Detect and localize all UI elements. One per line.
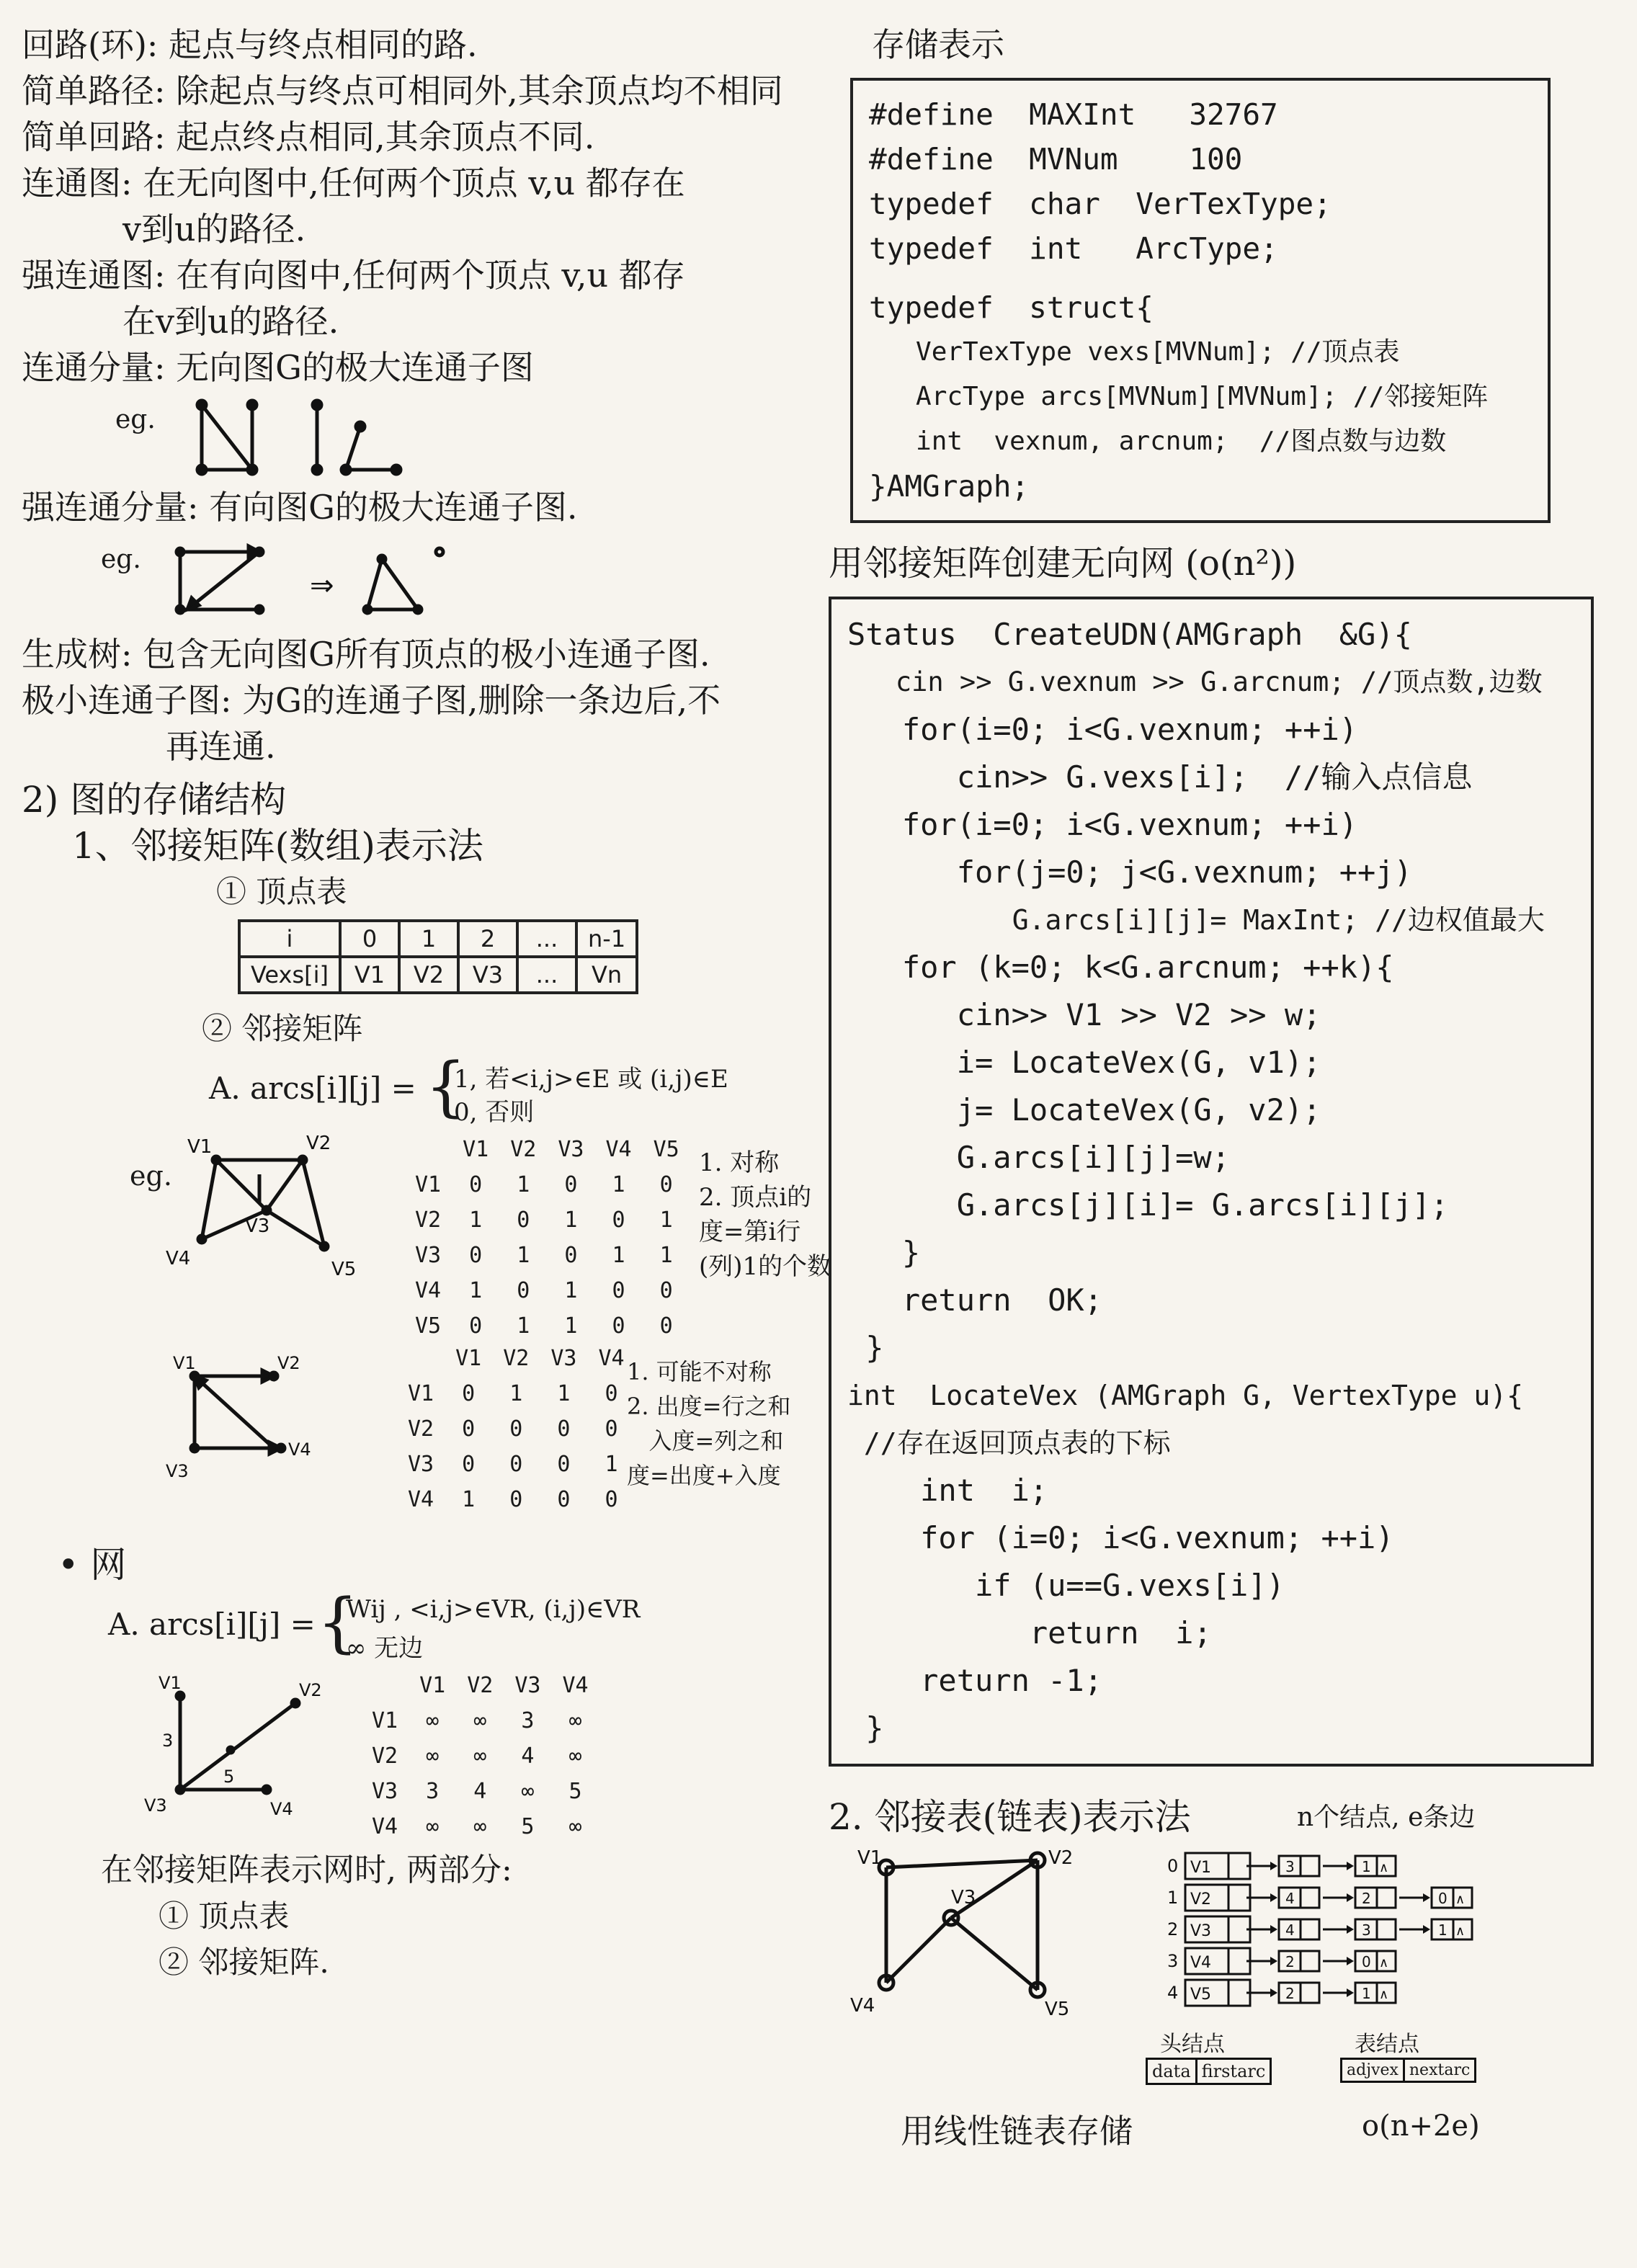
list-node-value: 2 [1362, 1890, 1371, 1907]
matrix-1-notes: 1. 对称 2. 顶点i的 度=第i行 (列)1的个数 [699, 1148, 832, 1281]
item-vertex-table: ① 顶点表 [216, 874, 347, 909]
matrix-cell: 0 [517, 1207, 530, 1233]
matrix-cell: 0 [469, 1313, 483, 1339]
list-node-next [1301, 1919, 1319, 1939]
code-line: VerTexType vexs[MVNum]; //顶点表 [869, 337, 1400, 367]
matrix-example-1 [22, 1131, 832, 1340]
matrix-header-cell: V4 [562, 1673, 589, 1698]
matrix-cell: 0 [462, 1416, 476, 1442]
code-line: } [847, 1330, 884, 1365]
list-node-value: 2 [1285, 1985, 1295, 2002]
list-node-next [1301, 1888, 1319, 1908]
g1-label: V5 [331, 1259, 357, 1280]
list-arrow-icon [1270, 1862, 1277, 1870]
code-line [869, 271, 1532, 285]
matrix-row-label: V5 [415, 1313, 442, 1339]
arcs-def-left: A. arcs[i][j] = [209, 1071, 416, 1106]
g4-label: V1 [857, 1847, 883, 1869]
matrix-cell: 4 [521, 1744, 535, 1769]
matrix-header-cell: V2 [467, 1673, 494, 1698]
def-min-connected: 极小连通子图: 为G的连通子图,删除一条边后,不 [22, 681, 721, 720]
matrix-row-label: V1 [408, 1381, 434, 1406]
matrix-header-cell: V5 [653, 1137, 679, 1162]
matrix-cell: 1 [462, 1487, 476, 1512]
list-node-value: 4 [1285, 1921, 1295, 1939]
list-arrow-icon [1270, 1988, 1277, 1997]
def-component: 连通分量: 无向图G的极大连通子图 [22, 348, 534, 387]
list-head-vertex: V2 [1190, 1890, 1212, 1908]
matrix-cell: 0 [469, 1243, 483, 1268]
brace-icon: { [425, 1049, 467, 1125]
list-index: 0 [1167, 1856, 1179, 1876]
list-node-next [1301, 1983, 1319, 2003]
vertex-table [238, 919, 638, 994]
matrix-cell: 0 [605, 1416, 618, 1442]
matrix-cell: ∞ [521, 1779, 535, 1804]
matrix-cell: 1 [612, 1243, 625, 1268]
def-min-connected-cont: 再连通. [166, 727, 276, 766]
code-line: return -1; [847, 1663, 1103, 1698]
def-strong-component: 强连通分量: 有向图G的极大连通子图. [22, 488, 578, 527]
def-strong-connected: 强连通图: 在有向图中,任何两个顶点 v,u 都存 [22, 256, 685, 295]
matrix-cell: 1 [605, 1452, 618, 1477]
matrix-header [398, 1341, 635, 1375]
matrix-row [405, 1238, 690, 1272]
matrix-cell: 0 [557, 1416, 571, 1442]
matrix-2-notes: 1. 可能不对称 2. 出度=行之和 入度=列之和 度=出度+入度 [627, 1358, 791, 1489]
list-index: 1 [1167, 1888, 1179, 1908]
matrix-row-label: V3 [415, 1243, 442, 1268]
vt-cell: 2 [458, 921, 517, 957]
vt-cell: n-1 [576, 921, 637, 957]
matrix-cell: ∞ [426, 1744, 440, 1769]
code-line: G.arcs[i][j]=w; [847, 1140, 1231, 1175]
g2-label: V3 [166, 1461, 189, 1481]
g1-label: V3 [245, 1215, 270, 1237]
vertex-table-row-index [239, 921, 637, 957]
matrix-cell: ∞ [568, 1708, 582, 1733]
right-column [829, 22, 1621, 2163]
list-node-next [1301, 1856, 1319, 1876]
matrix-row-label: V2 [415, 1207, 442, 1233]
matrix-cell: ∞ [473, 1708, 487, 1733]
vt-cell: ... [517, 957, 576, 993]
list-index: 2 [1167, 1919, 1179, 1939]
list-node-value: 3 [1285, 1858, 1295, 1875]
matrix-example-2 [22, 1340, 821, 1535]
list-node-value: 0 [1362, 1953, 1371, 1970]
storage-code-box [850, 78, 1551, 523]
matrix-header-cell: V4 [605, 1137, 632, 1162]
storage-title: 存储表示 [872, 25, 1004, 64]
code-line: if (u==G.vexs[i]) [847, 1568, 1285, 1603]
g2-label: V4 [288, 1439, 311, 1460]
edge-field: nextarc [1409, 2061, 1471, 2079]
net-def-case1: Wij , <i,j>∈VR, (i,j)∈VR [346, 1595, 641, 1624]
code-line: ArcType arcs[MVNum][MVNum]; //邻接矩阵 [869, 382, 1489, 411]
arcs-definition [22, 1049, 821, 1131]
matrix-cell: 0 [612, 1278, 625, 1303]
matrix-row-label: V4 [415, 1278, 442, 1303]
create-udn-title: 用邻接矩阵创建无向网 (o(n²)) [829, 543, 1297, 584]
list-arrow-icon [1270, 1957, 1277, 1965]
g3-weight: 3 [162, 1731, 174, 1751]
matrix-row-label: V2 [372, 1744, 398, 1769]
matrix-cell: 4 [473, 1779, 487, 1804]
eg-label: eg. [115, 405, 156, 434]
list-arrow-icon [1347, 1893, 1354, 1902]
matrix-cell: 1 [564, 1278, 578, 1303]
adjlist-footer [829, 2105, 1621, 2163]
implies-arrow: ⇒ [310, 569, 334, 602]
brace-icon: { [317, 1585, 359, 1661]
eg-label-2: eg. [101, 545, 141, 574]
head-field: data [1148, 2060, 1197, 2083]
vt-cell: ... [517, 921, 576, 957]
matrix-cell: ∞ [426, 1708, 440, 1733]
g2-label: V2 [277, 1353, 300, 1373]
matrix-cell: 0 [564, 1243, 578, 1268]
g1-label: V2 [306, 1133, 331, 1154]
list-arrow-icon [1423, 1925, 1430, 1934]
matrix-header-cell: V3 [558, 1137, 584, 1162]
g3-label: V2 [299, 1680, 322, 1700]
matrix-cell: ∞ [426, 1814, 440, 1839]
matrix-row [362, 1739, 599, 1773]
matrix-row-label: V1 [372, 1708, 398, 1733]
list-node-value: 2 [1285, 1953, 1295, 1970]
matrix-cell: 0 [462, 1452, 476, 1477]
matrix-header-cell: V2 [503, 1346, 530, 1371]
vt-cell: i [239, 921, 340, 957]
item-adj-matrix: ② 邻接矩阵 [202, 1011, 363, 1046]
list-null-icon: ∧ [1379, 1860, 1389, 1875]
matrix-cell: 0 [517, 1278, 530, 1303]
code-line: } [847, 1710, 884, 1746]
subsection-adj-matrix: 1、邻接矩阵(数组)表示法 [72, 825, 483, 867]
adjlist-complexity: o(n+2e) [1362, 2109, 1480, 2143]
matrix-cell: ∞ [473, 1744, 487, 1769]
g3-label: V3 [144, 1795, 167, 1816]
matrix-row [362, 1810, 599, 1844]
vt-cell: Vexs[i] [239, 957, 340, 993]
network-title: • 网 [58, 1544, 127, 1586]
undirected-graph-4 [843, 1846, 1088, 2019]
arcs-def-case1: 1, 若<i,j>∈E 或 (i,j)∈E [454, 1065, 728, 1094]
matrix-row-label: V4 [408, 1487, 434, 1512]
code-line: return i; [847, 1615, 1212, 1651]
list-node-next [1377, 1888, 1396, 1908]
matrix-cell: 1 [564, 1313, 578, 1339]
matrix-row-label: V4 [372, 1814, 398, 1839]
matrix-cell: 1 [659, 1207, 673, 1233]
vertex-table-row-vexs [239, 957, 637, 993]
matrix-row [398, 1412, 635, 1446]
code-line: G.arcs[j][i]= G.arcs[i][j]; [847, 1187, 1449, 1223]
network-example [22, 1667, 821, 1847]
code-line: G.arcs[i][j]= MaxInt; //边权值最大 [847, 904, 1545, 936]
vt-cell: 0 [340, 921, 399, 957]
head-field: firstarc [1201, 2061, 1266, 2081]
list-head-vertex: V1 [1190, 1859, 1212, 1877]
matrix-cell: 0 [659, 1172, 673, 1197]
g4-label: V3 [951, 1887, 976, 1908]
code-line: #define MVNum 100 [869, 142, 1243, 177]
weighted-matrix [360, 1667, 600, 1845]
matrix-cell: 5 [568, 1779, 582, 1804]
code-line: for (i=0; i<G.vexnum; ++i) [847, 1520, 1394, 1555]
matrix-row-label: V3 [408, 1452, 434, 1477]
list-arrow-icon [1347, 1925, 1354, 1934]
list-head-vertex: V3 [1190, 1922, 1212, 1940]
g4-label: V4 [850, 1995, 875, 2017]
code-line: typedef char VerTexType; [869, 187, 1332, 221]
matrix-cell: 0 [462, 1381, 476, 1406]
list-arrow-icon [1347, 1862, 1354, 1870]
matrix-cell: 0 [612, 1313, 625, 1339]
list-node-value: 1 [1362, 1858, 1371, 1875]
matrix-cell: 1 [517, 1172, 530, 1197]
code-line: typedef struct{ [869, 290, 1154, 325]
matrix-cell: 0 [659, 1278, 673, 1303]
eg-label-3: eg. [130, 1160, 172, 1192]
matrix-cell: 1 [564, 1207, 578, 1233]
code-line: //存在返回顶点表的下标 [847, 1427, 1171, 1459]
list-null-icon: ∧ [1455, 1892, 1466, 1907]
matrix-cell: 3 [426, 1779, 440, 1804]
matrix-row [398, 1483, 635, 1517]
matrix-cell: 1 [517, 1243, 530, 1268]
matrix-cell: 0 [659, 1313, 673, 1339]
matrix-cell: ∞ [473, 1814, 487, 1839]
g4-label: V2 [1048, 1847, 1074, 1869]
g4-label: V5 [1045, 1999, 1070, 2019]
matrix-row [398, 1447, 635, 1481]
code-line: int LocateVex (AMGraph G, VertexType u){ [847, 1380, 1523, 1411]
list-arrow-icon [1423, 1893, 1430, 1902]
matrix-cell: 0 [557, 1487, 571, 1512]
list-head-vertex: V4 [1190, 1954, 1212, 1972]
vt-cell: V3 [458, 957, 517, 993]
code-line: #define MAXInt 32767 [869, 97, 1278, 132]
list-arrow-icon [1270, 1893, 1277, 1902]
list-index: 4 [1167, 1983, 1179, 2003]
code-line: int i; [847, 1473, 1048, 1508]
component-example [22, 390, 821, 484]
def-simple-cycle: 简单回路: 起点终点相同,其余顶点不同. [22, 117, 595, 156]
list-arrow-icon [1347, 1957, 1354, 1965]
vt-cell: 1 [399, 921, 458, 957]
head-node-box [1146, 2058, 1272, 2085]
matrix-header-cell: V3 [550, 1346, 577, 1371]
network-part-2: ② 邻接矩阵. [159, 1945, 329, 1980]
matrix-cell: 1 [469, 1278, 483, 1303]
matrix-cell: 1 [557, 1381, 571, 1406]
weighted-graph [130, 1667, 360, 1840]
g1-label: V1 [187, 1136, 213, 1158]
def-spanning-tree: 生成树: 包含无向图G所有顶点的极小连通子图. [22, 635, 710, 674]
adjacency-matrix-2 [396, 1340, 636, 1518]
g1-label: V4 [166, 1248, 191, 1269]
list-node-value: 4 [1285, 1890, 1295, 1907]
list-index: 3 [1167, 1951, 1179, 1971]
left-column [22, 22, 832, 1986]
matrix-header [405, 1133, 690, 1166]
matrix-header-cell: V4 [598, 1346, 625, 1371]
vt-cell: V1 [340, 957, 399, 993]
list-head-vertex: V5 [1190, 1986, 1212, 2004]
code-line: return OK; [847, 1282, 1103, 1318]
matrix-cell: 5 [521, 1814, 535, 1839]
matrix-row [362, 1704, 599, 1738]
vt-cell: Vn [576, 957, 637, 993]
matrix-row-label: V3 [372, 1779, 398, 1804]
matrix-cell: 3 [521, 1708, 535, 1733]
matrix-cell: 1 [517, 1313, 530, 1339]
list-node-value: 1 [1438, 1921, 1448, 1939]
code-line: i= LocateVex(G, v1); [847, 1045, 1321, 1080]
matrix-cell: 1 [509, 1381, 523, 1406]
adjlist-note: n个结点, e条边 [1297, 1803, 1476, 1832]
list-node-value: 0 [1438, 1890, 1448, 1907]
code-line: j= LocateVex(G, v2); [847, 1092, 1321, 1128]
list-node-value: 3 [1362, 1921, 1371, 1939]
directed-graph-2 [151, 1340, 367, 1513]
adjlist-title: 2. 邻接表(链表)表示法 [829, 1796, 1191, 1838]
edge-node-box [1340, 2058, 1476, 2083]
code-line: for (k=0; k<G.arcnum; ++k){ [847, 950, 1394, 985]
matrix-cell: 0 [557, 1452, 571, 1477]
list-null-icon: ∧ [1379, 1955, 1389, 1970]
list-null-icon: ∧ [1455, 1924, 1466, 1939]
def-strong-connected-cont: 在v到u的路径. [122, 302, 339, 341]
matrix-cell: 0 [509, 1452, 523, 1477]
matrix-cell: 0 [612, 1207, 625, 1233]
arcs-def-case2: 0, 否则 [454, 1098, 535, 1127]
adjacency-matrix-1 [403, 1131, 691, 1344]
matrix-header-cell: V1 [463, 1137, 489, 1162]
undirected-graph-1 [151, 1131, 382, 1318]
matrix-header [362, 1669, 599, 1702]
matrix-row-label: V1 [415, 1172, 442, 1197]
g3-label: V1 [159, 1673, 182, 1693]
code-line: }AMGraph; [869, 469, 1030, 504]
component-diagram [166, 390, 490, 484]
code-line: cin >> G.vexnum >> G.arcnum; //顶点数,边数 [847, 666, 1543, 697]
list-arrow-icon [1270, 1925, 1277, 1934]
adjlist-example [829, 1846, 1621, 2026]
vt-cell: V2 [399, 957, 458, 993]
head-node-label: 头结点 [1160, 2032, 1225, 2057]
code-line: typedef int ArcType; [869, 231, 1278, 266]
network-arcs-definition [22, 1585, 821, 1667]
matrix-cell: 0 [469, 1172, 483, 1197]
net-def-case2: ∞ 无边 [346, 1634, 424, 1663]
code-line: cin>> V1 >> V2 >> w; [847, 997, 1321, 1032]
network-part-1: ① 顶点表 [159, 1898, 290, 1934]
edge-node-label: 表结点 [1355, 2032, 1419, 2057]
node-structure-legend [829, 2026, 1621, 2105]
matrix-cell: 0 [605, 1487, 618, 1512]
code-line: for(i=0; i<G.vexnum; ++i) [847, 807, 1358, 842]
code-line: Status CreateUDN(AMGraph &G){ [847, 617, 1412, 652]
matrix-header-cell: V2 [510, 1137, 537, 1162]
matrix-header-cell: V1 [419, 1673, 446, 1698]
code-line: } [847, 1235, 921, 1270]
matrix-row [405, 1309, 690, 1343]
adjlist-footer-text: 用线性链表存储 [901, 2112, 1133, 2151]
matrix-cell: ∞ [568, 1744, 582, 1769]
list-node-value: 1 [1362, 1985, 1371, 2002]
strong-component-diagram [144, 537, 490, 631]
matrix-row [362, 1774, 599, 1808]
matrix-cell: 1 [469, 1207, 483, 1233]
g3-weight: 5 [223, 1767, 235, 1787]
strong-component-example [22, 530, 821, 631]
g2-label: V1 [173, 1353, 196, 1373]
matrix-cell: ∞ [568, 1814, 582, 1839]
matrix-header-cell: V1 [455, 1346, 482, 1371]
adjlist-header [829, 1788, 1621, 1846]
code-line: cin>> G.vexs[i]; //输入点信息 [847, 759, 1473, 795]
matrix-cell: 0 [509, 1416, 523, 1442]
matrix-row [405, 1203, 690, 1237]
matrix-cell: 1 [659, 1243, 673, 1268]
matrix-row-label: V2 [408, 1416, 434, 1442]
net-def-left: A. arcs[i][j] = [108, 1607, 316, 1642]
matrix-cell: 0 [564, 1172, 578, 1197]
code-line: int vexnum, arcnum; //图点数与边数 [869, 427, 1447, 456]
adjacency-list-diagram [1167, 1846, 1571, 2026]
code-line: for(j=0; j<G.vexnum; ++j) [847, 854, 1412, 890]
def-simple-path: 简单路径: 除起点与终点可相同外,其余顶点均不相同 [22, 71, 783, 110]
list-node-next [1377, 1919, 1396, 1939]
list-arrow-icon [1347, 1988, 1354, 1997]
matrix-cell: 1 [612, 1172, 625, 1197]
matrix-header-cell: V3 [514, 1673, 541, 1698]
def-connected-cont: v到u的路径. [122, 210, 306, 249]
matrix-row [405, 1274, 690, 1308]
list-node-next [1301, 1951, 1319, 1971]
def-cycle: 回路(环): 起点与终点相同的路. [22, 25, 478, 64]
section-storage: 2) 图的存储结构 [22, 779, 287, 821]
edge-field: adjvex [1342, 2060, 1405, 2081]
network-tail: 在邻接矩阵表示网时, 两部分: [101, 1852, 512, 1888]
def-connected: 连通图: 在无向图中,任何两个顶点 v,u 都存在 [22, 164, 685, 202]
matrix-row [405, 1168, 690, 1202]
matrix-row [398, 1377, 635, 1411]
matrix-cell: 0 [605, 1381, 618, 1406]
create-udn-code-box [829, 597, 1594, 1767]
list-null-icon: ∧ [1379, 1987, 1389, 2002]
matrix-cell: 0 [509, 1487, 523, 1512]
code-line: for(i=0; i<G.vexnum; ++i) [847, 712, 1358, 747]
g3-label: V4 [270, 1799, 293, 1819]
